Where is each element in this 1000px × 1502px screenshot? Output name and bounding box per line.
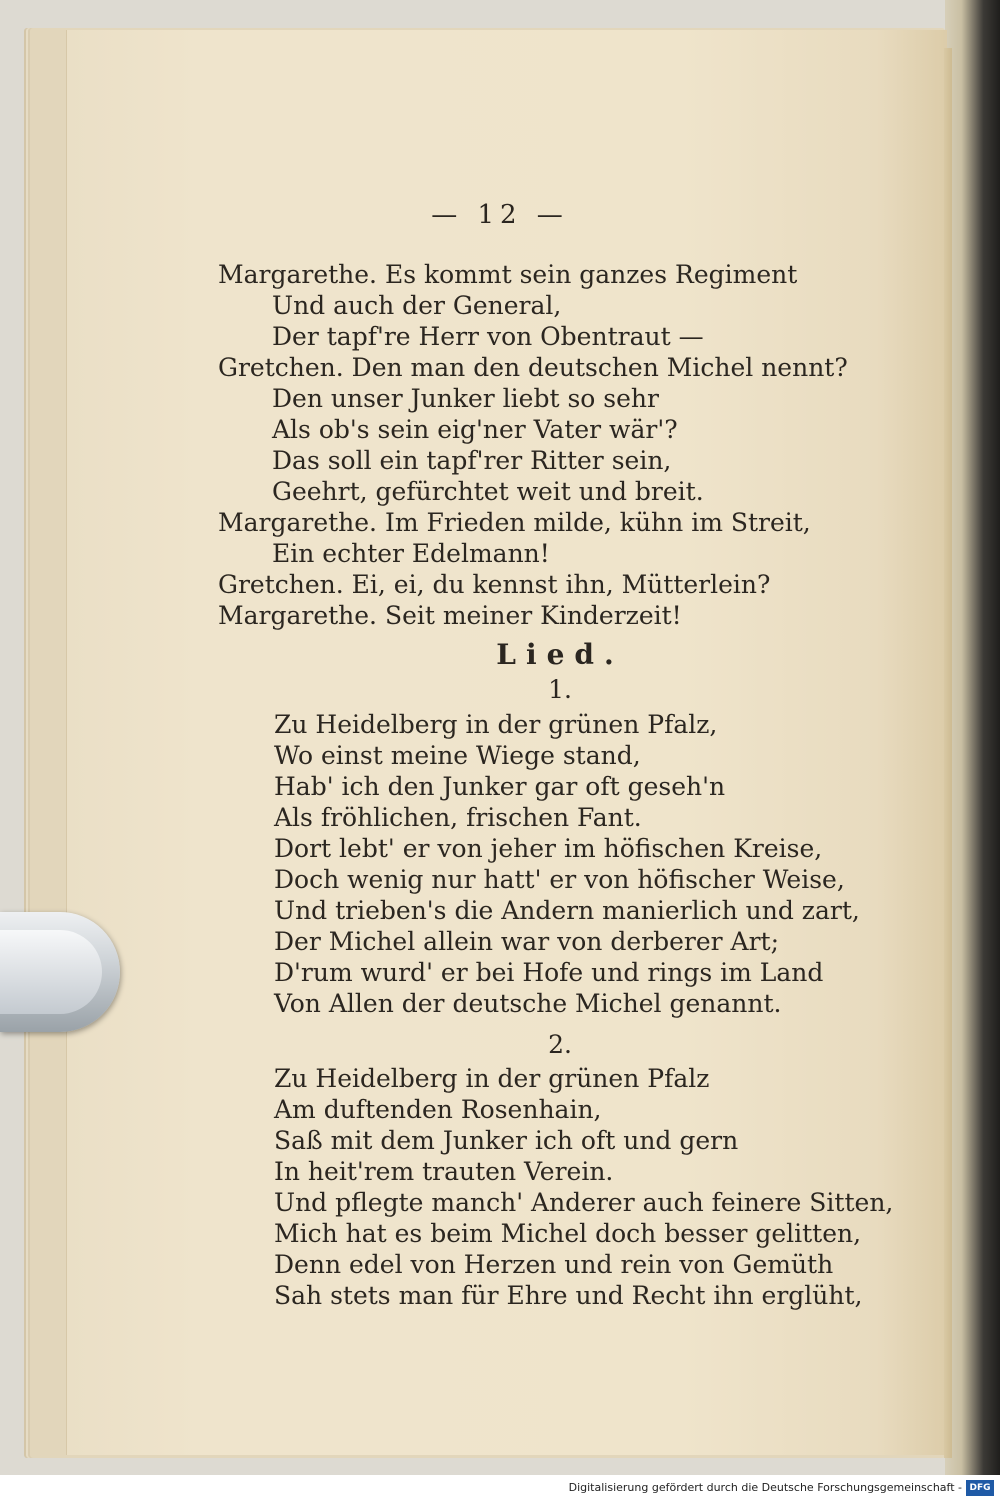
footer-credit: Digitalisierung gefördert durch die Deutsche Forschungsgemeinschaft - [568,1481,962,1494]
verse-line: Mich hat es beim Michel doch besser gelitten, [274,1219,862,1248]
verse-line: Als fröhlichen, frischen Fant. [274,803,642,832]
dialogue-line: Margarethe. Es kommt sein ganzes Regiment [218,260,798,289]
verse-line: Wo einst meine Wiege stand, [274,741,641,770]
page-clip-highlight [0,930,102,1014]
verse-line: Und pflegte manch' Anderer auch feinere Sitten, [274,1188,894,1217]
verse-line: Und trieben's die Andern manierlich und zart, [274,896,860,925]
verse-line: Denn edel von Herzen und rein von Gemüth [274,1250,834,1279]
dialogue-line: Und auch der General, [272,291,562,320]
verse-line: Am duftenden Rosenhain, [274,1095,602,1124]
dialogue-line: Gretchen. Ei, ei, du kennst ihn, Mütterlein? [218,570,771,599]
verse-line: Doch wenig nur hatt' er von höfischer Weise, [274,865,845,894]
verse-line: In heit'rem trauten Verein. [274,1157,614,1186]
verse-number: 2. [548,1030,572,1059]
song-title: Lied. [496,638,624,671]
page-number: — 12 — [431,200,569,230]
dialogue-line: Den unser Junker liebt so sehr [272,384,659,413]
verse-number: 1. [548,675,572,704]
verse-line: Hab' ich den Junker gar oft geseh'n [274,772,726,801]
dialogue-line: Als ob's sein eig'ner Vater wär'? [272,415,678,444]
dialogue-line: Das soll ein tapf'rer Ritter sein, [272,446,672,475]
page-gutter [944,48,952,1458]
dialogue-line: Gretchen. Den man den deutschen Michel nennt? [218,353,848,382]
verse-line: Der Michel allein war von derberer Art; [274,927,779,956]
verse-line: Von Allen der deutsche Michel genannt. [274,989,782,1018]
verse-line: Saß mit dem Junker ich oft und gern [274,1126,739,1155]
footer-bar [0,1475,1000,1502]
dialogue-line: Margarethe. Seit meiner Kinderzeit! [218,601,682,630]
dialogue-line: Geehrt, gefürchtet weit und breit. [272,477,704,506]
verse-line: Dort lebt' er von jeher im höfischen Kreise, [274,834,823,863]
dfg-logo: DFG [966,1480,994,1496]
verse-line: Sah stets man für Ehre und Recht ihn erglüht, [274,1281,863,1310]
verse-line: D'rum wurd' er bei Hofe und rings im Land [274,958,824,987]
dialogue-line: Margarethe. Im Frieden milde, kühn im Streit, [218,508,811,537]
verse-line: Zu Heidelberg in der grünen Pfalz, [274,710,718,739]
verse-line: Zu Heidelberg in der grünen Pfalz [274,1064,710,1093]
dialogue-line: Ein echter Edelmann! [272,539,550,568]
dialogue-line: Der tapf're Herr von Obentraut — [272,322,704,351]
